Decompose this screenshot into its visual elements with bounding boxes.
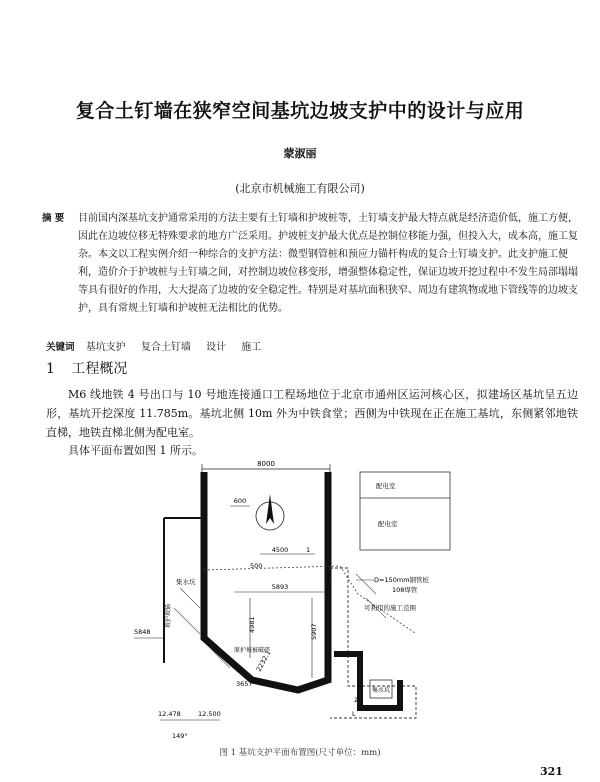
figure-caption: 图 1 基坑支护平面布置图(尺寸单位：mm)	[219, 748, 381, 758]
label-l: L	[352, 710, 356, 718]
dim-600: 600	[233, 497, 247, 505]
abstract-block	[42, 210, 578, 318]
dim-12500: 12.500	[198, 710, 221, 718]
label-room-top: 配电室	[376, 482, 396, 490]
abstract-text: 目前国内深基坑支护通常采用的方法主要有土钉墙和护坡桩等，土钉墙支护最大特点就是经济造价低，施工方便，因此在边坡位移无特殊要求的地方广泛采用。护坡桩支护最大优点是控制位移能力强，但投入大，成本高，施工复杂。本文以工程实例介绍一种综合的支护方法：微型钢管桩和预应力锚杆构成的复合土钉墙支护。此支护施工便利，造价介于护坡桩与土钉墙之间，对控制边坡位移变形，增强整体稳定性，保证边坡开挖过程中不发生局部塌塌等具有很好的作用，大大提高了边坡的安全稳定性。特别是对基坑面积狭窄、周边有建筑物或地下管线等的边坡支护，具有常规土钉墙和护坡桩无法相比的优势。	[78, 213, 578, 314]
label-2: 2	[354, 696, 359, 704]
dim-4500: 4500	[271, 546, 289, 554]
elevator-wall	[334, 654, 400, 708]
author-name: 蒙淑丽	[283, 147, 317, 160]
angle-149: 149°	[172, 732, 188, 740]
body-paragraph: 具体平面布置如图 1 所示。	[68, 444, 203, 457]
substation-room	[360, 472, 450, 550]
label-collection-pit: 集水坑	[176, 578, 196, 586]
section-mark-1: 1	[306, 546, 311, 554]
label-slope-breakup: 原护坡被破碎	[234, 647, 271, 654]
label-pipe-spec: 108焊管	[392, 586, 418, 594]
label-sump: 集水坑	[372, 687, 391, 694]
dim-2232: 2232.1	[254, 649, 273, 673]
page-number: 321	[540, 765, 563, 778]
section-number: 1	[46, 361, 55, 377]
label-usable-area: 可利用的施工范围	[364, 604, 416, 612]
label-room-mid: 配电室	[378, 520, 398, 528]
dim-4981: 4981	[248, 616, 256, 633]
abstract-label: 摘 要	[42, 213, 65, 224]
dim-5848: 5848	[134, 628, 151, 636]
dim-3657: 3657	[236, 680, 253, 688]
keyword: 复合土钉墙	[140, 342, 191, 353]
keyword: 基坑支护	[85, 342, 126, 353]
section-heading	[46, 358, 127, 378]
dim-500: 500	[250, 562, 263, 570]
section-title: 工程概况	[71, 361, 128, 377]
affiliation: (北京市机械施工有限公司)	[235, 182, 365, 195]
keyword: 施工	[241, 342, 262, 353]
paper-title: 复合土钉墙在狭窄空间基坑边坡支护中的设计与应用	[75, 100, 525, 122]
keywords-label: 关键词	[46, 342, 75, 353]
keywords-line	[46, 338, 576, 353]
label-pile-spec: D=150mm钢管桩	[374, 576, 430, 584]
keyword: 设计	[206, 342, 227, 353]
dim-12478: 12.478	[158, 710, 181, 718]
section-mark-1: 1	[326, 572, 331, 580]
dim-5893: 5893	[271, 583, 289, 591]
body-paragraph: M6 线地铁 4 号出口与 10 号地连接通口工程场地位于北京市通州区运河核心区，拟建场区基坑呈五边形，基坑开挖深度 11.785m。基坑北侧 10m 外为中铁食堂；西侧为中铁现在正在施工基坑，东侧紧邻地铁直梯，地铁直梯北侧为配电室。	[46, 388, 578, 439]
dim-5907: 5907	[310, 623, 318, 640]
site-plan-figure	[130, 458, 460, 743]
dim-8000: 8000	[257, 460, 275, 468]
label-slope-net: 坡护坡锚	[165, 603, 172, 628]
north-arrow-icon	[266, 494, 274, 524]
